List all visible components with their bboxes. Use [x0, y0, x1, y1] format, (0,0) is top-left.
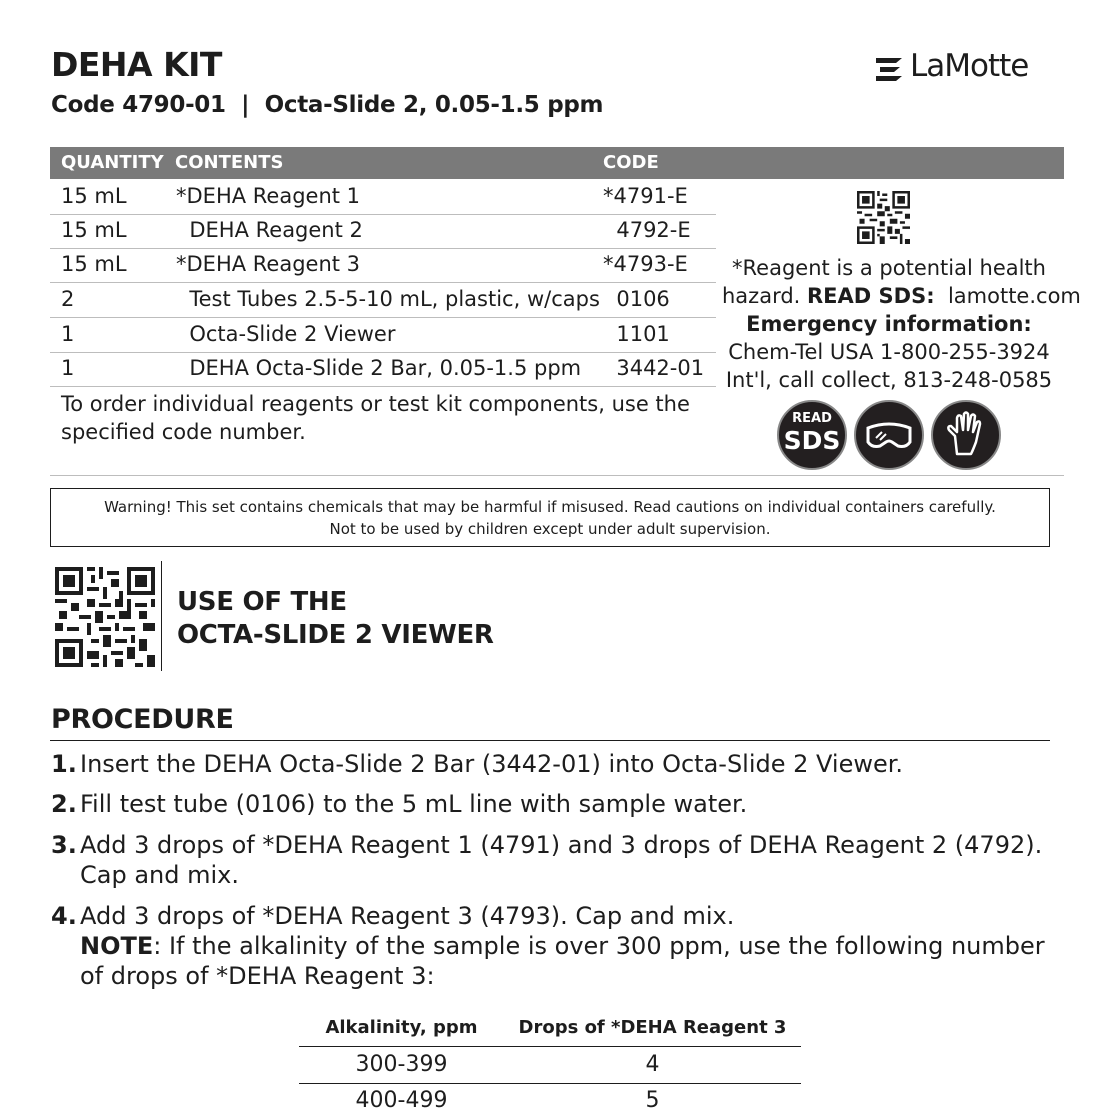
step-text-block [80, 901, 1050, 991]
hazard-line: *Reagent is a potential health [732, 256, 1046, 280]
qr-code-icon[interactable] [857, 191, 910, 244]
row-code: 3442-01 [603, 356, 705, 380]
col-quantity: QUANTITY [61, 152, 164, 173]
hazard-read-sds [722, 282, 1081, 310]
step-text: Add 3 drops of *DEHA Reagent 3 (4793). Cap and mix. [80, 902, 735, 930]
qr-code-icon[interactable] [55, 567, 155, 667]
step-note [80, 931, 1050, 991]
logo-text: LaMotte [910, 48, 1029, 84]
alk-cell: 300-399 [355, 1052, 448, 1077]
safety-icons [777, 400, 999, 470]
row-quantity: 15 mL [61, 184, 127, 208]
hazard-info [722, 254, 1081, 394]
drops-cell: 4 [645, 1052, 660, 1077]
alk-col-header: Alkalinity, ppm [325, 1017, 478, 1038]
hazard-prefix: hazard. [722, 284, 808, 308]
warning-box [50, 488, 1050, 547]
warning-line: Warning! This set contains chemicals that may be harmful if misused. Read cautions on individual containers carefully. [104, 498, 996, 516]
row-contents: *DEHA Reagent 1 [176, 184, 361, 208]
table-row [50, 214, 716, 249]
contents-table-header [50, 147, 1064, 179]
intl-phone: Int'l, call collect, 813-248-0585 [725, 368, 1053, 392]
step-number: 4. [51, 902, 77, 930]
row-quantity: 1 [61, 322, 75, 346]
row-code: 4792-E [603, 218, 691, 242]
emergency-label: Emergency information: [746, 312, 1032, 336]
viewer-qr-container [51, 561, 162, 671]
viewer-heading [177, 586, 494, 652]
chemtel-phone: Chem-Tel USA 1-800-255-3924 [728, 340, 1050, 364]
note-label: NOTE [80, 932, 154, 960]
read-sds-icon-top: READ [792, 411, 832, 426]
sds-website: lamotte.com [934, 284, 1081, 308]
table-row [50, 283, 716, 318]
step-text: Add 3 drops of *DEHA Reagent 1 (4791) and 3 drops of DEHA Reagent 2 (4792). Cap and mix. [80, 831, 1043, 889]
row-code: *4791-E [603, 184, 688, 208]
note-text: : If the alkalinity of the sample is over 300 ppm, use the following number of drops of *DEHA Reagent 3: [80, 932, 1045, 990]
lamotte-logo-icon [872, 52, 908, 88]
table-row [50, 352, 716, 387]
table-rule [299, 1083, 801, 1084]
read-sds-label: READ SDS: [807, 284, 935, 308]
goggles-icon [854, 400, 924, 470]
step-number: 1. [51, 750, 77, 778]
row-contents: DEHA Octa-Slide 2 Bar, 0.05-1.5 ppm [176, 356, 582, 380]
lamotte-logo [872, 48, 1052, 88]
row-code: *4793-E [603, 252, 688, 276]
procedure-rule [50, 740, 1050, 741]
step-number: 3. [51, 831, 77, 859]
row-code: 1101 [603, 322, 670, 346]
viewer-heading-line: OCTA-SLIDE 2 VIEWER [177, 620, 494, 650]
drops-cell: 5 [645, 1088, 660, 1113]
row-quantity: 1 [61, 356, 75, 380]
warning-line: Not to be used by children except under adult supervision. [329, 520, 771, 538]
col-code: CODE [603, 152, 659, 173]
step-number: 2. [51, 790, 77, 818]
row-code: 0106 [603, 287, 670, 311]
step-text: Insert the DEHA Octa-Slide 2 Bar (3442-01) into Octa-Slide 2 Viewer. [80, 750, 904, 778]
drops-col-header: Drops of *DEHA Reagent 3 [518, 1017, 787, 1038]
row-contents: Octa-Slide 2 Viewer [176, 322, 396, 346]
row-quantity: 15 mL [61, 252, 127, 276]
read-sds-icon [777, 400, 847, 470]
read-sds-icon-bottom: SDS [783, 426, 841, 455]
section-divider [50, 475, 1064, 476]
alk-cell: 400-499 [355, 1088, 448, 1113]
procedure-heading: PROCEDURE [51, 704, 234, 735]
alkalinity-table [299, 1012, 801, 1113]
kit-title: DEHA KIT [51, 45, 222, 84]
table-row [50, 248, 716, 283]
kit-subtitle: Code 4790-01 | Octa-Slide 2, 0.05-1.5 ppm [51, 92, 604, 118]
table-rule [299, 1046, 801, 1047]
row-contents: DEHA Reagent 2 [176, 218, 363, 242]
table-row [50, 180, 716, 215]
row-contents: Test Tubes 2.5-5-10 mL, plastic, w/caps [176, 287, 600, 311]
order-note: To order individual reagents or test kit components, use the specified code number. [61, 392, 690, 444]
viewer-heading-line: USE OF THE [177, 587, 347, 617]
row-quantity: 15 mL [61, 218, 127, 242]
row-contents: *DEHA Reagent 3 [176, 252, 361, 276]
table-row [50, 318, 716, 353]
glove-icon [931, 400, 1001, 470]
step-text: Fill test tube (0106) to the 5 mL line with sample water. [80, 790, 748, 818]
row-quantity: 2 [61, 287, 75, 311]
col-contents: CONTENTS [175, 152, 284, 173]
